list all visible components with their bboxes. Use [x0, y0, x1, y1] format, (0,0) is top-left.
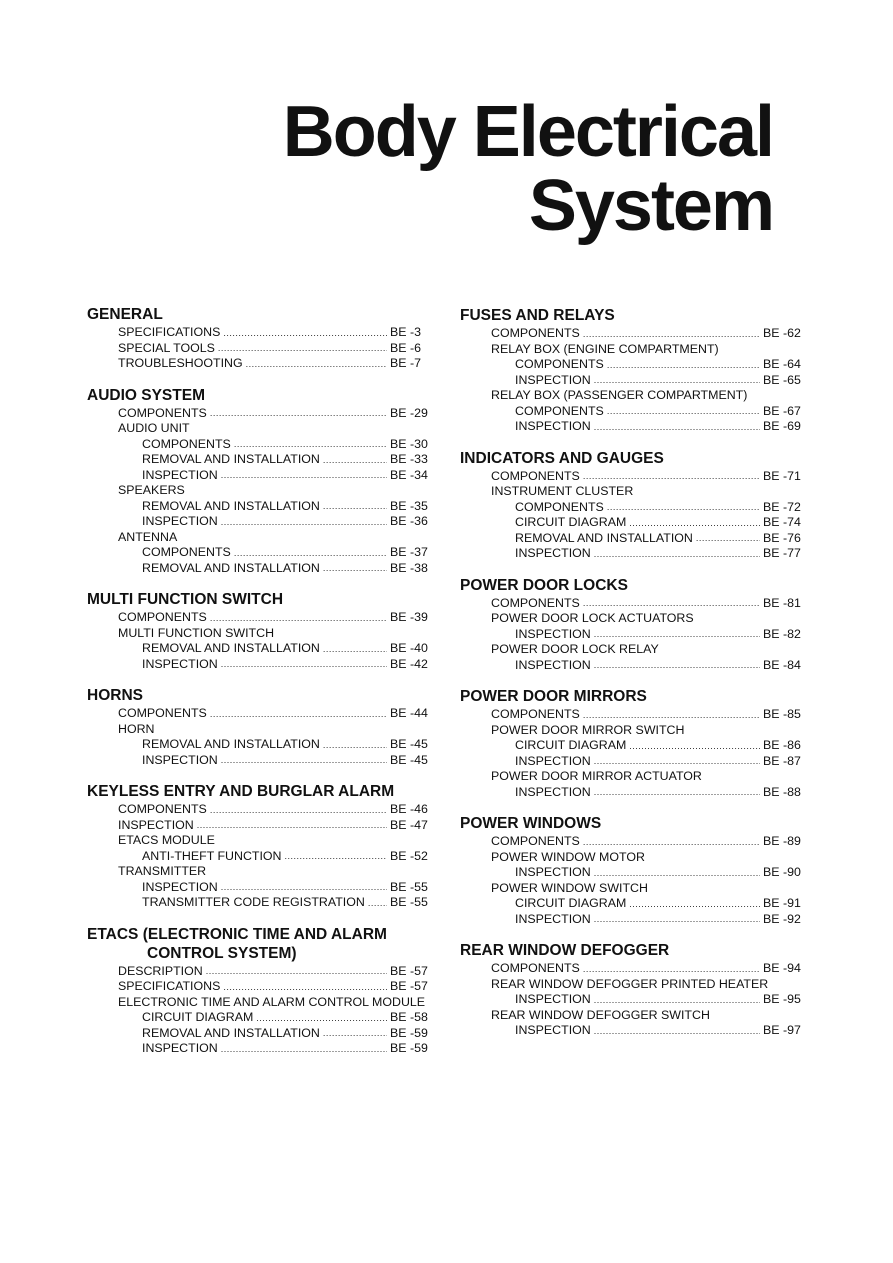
dot-leader: [285, 850, 388, 862]
toc-entry-label: POWER DOOR LOCK RELAY: [491, 642, 659, 656]
toc-entry-label: INSPECTION: [142, 1041, 218, 1055]
toc-entry-label: INSPECTION: [515, 911, 591, 926]
toc-section-power-windows: [460, 814, 805, 927]
dot-leader: [629, 898, 760, 910]
dot-leader: [221, 469, 387, 481]
dot-leader: [210, 407, 387, 419]
toc-entry[interactable]: [87, 356, 432, 372]
toc-section-general: [87, 305, 432, 372]
toc-entry-page: BE -59: [390, 1041, 428, 1055]
toc-entry-page: BE -45: [390, 752, 428, 767]
toc-section-multi-function-switch: [87, 590, 432, 672]
toc-entry[interactable]: [460, 469, 805, 485]
toc-entry-page: BE -62: [763, 326, 801, 340]
toc-entry-page: BE -36: [390, 514, 428, 528]
toc-entry[interactable]: [87, 452, 432, 468]
toc-entry-label: REMOVAL AND INSTALLATION: [142, 641, 320, 655]
toc-entry-page: BE -33: [390, 452, 428, 466]
toc-entry-label: TROUBLESHOOTING: [118, 356, 243, 370]
dot-leader: [607, 405, 760, 417]
toc-entry[interactable]: [87, 657, 432, 673]
toc-entry-label: COMPONENTS: [491, 468, 580, 483]
section-heading-text: HORNS: [87, 687, 143, 704]
toc-entry[interactable]: [460, 515, 805, 531]
toc-entry-label: REAR WINDOW DEFOGGER PRINTED HEATER: [491, 976, 769, 991]
toc-entry-page: BE -52: [390, 848, 428, 863]
toc-entry-page: BE -94: [763, 961, 801, 975]
dot-leader: [210, 612, 387, 624]
toc-entry-label: INSPECTION: [515, 1023, 591, 1037]
section-heading-continuation: CONTROL SYSTEM): [147, 944, 297, 962]
toc-entry[interactable]: [87, 880, 432, 896]
dot-leader: [323, 1027, 387, 1039]
toc-subheading[interactable]: [460, 977, 805, 993]
toc-entry[interactable]: [460, 373, 805, 389]
section-heading[interactable]: [87, 305, 432, 324]
dot-leader: [594, 755, 760, 767]
toc-entry-label: INSPECTION: [515, 419, 591, 433]
toc-entry-label: COMPONENTS: [515, 357, 604, 371]
toc-subheading[interactable]: [460, 723, 805, 739]
dot-leader: [221, 1043, 387, 1055]
toc-entry-label: ANTI-THEFT FUNCTION: [142, 848, 282, 863]
toc-subheading[interactable]: [87, 722, 432, 738]
toc-section-horns: [87, 686, 432, 768]
toc-entry-label: INSPECTION: [515, 753, 591, 768]
section-heading-text: AUDIO SYSTEM: [87, 386, 205, 404]
toc-entry-label: TRANSMITTER CODE REGISTRATION: [142, 895, 365, 909]
toc-entry-label: INSPECTION: [515, 992, 591, 1006]
toc-section-etacs-electronic-time-and-alarm: [87, 925, 432, 1057]
toc-section-power-door-mirrors: [460, 687, 805, 800]
dot-leader: [607, 501, 760, 513]
toc-entry-page: BE -90: [763, 865, 801, 879]
toc-entry[interactable]: [87, 406, 432, 422]
toc-entry[interactable]: [460, 738, 805, 754]
section-heading-text: MULTI FUNCTION SWITCH: [87, 591, 284, 608]
toc-section-keyless-entry-and-burglar-alarm: [87, 782, 432, 911]
toc-entry-page: BE -86: [763, 738, 801, 752]
toc-entry-label: COMPONENTS: [491, 595, 580, 610]
toc-entry-label: ELECTRONIC TIME AND ALARM CONTROL MODULE: [118, 994, 426, 1009]
toc-entry-page: BE -45: [390, 737, 428, 751]
dot-leader: [583, 470, 760, 482]
dot-leader: [234, 547, 387, 559]
toc-entry-label: COMPONENTS: [118, 610, 207, 624]
dot-leader: [594, 867, 760, 879]
toc-entry-label: INSPECTION: [142, 752, 218, 767]
toc-entry-label: ETACS MODULE: [118, 833, 215, 847]
toc-entry-label: POWER WINDOW MOTOR: [491, 849, 645, 864]
toc-entry-label: INSPECTION: [142, 656, 218, 671]
dot-leader: [221, 754, 387, 766]
toc-entry[interactable]: [460, 707, 805, 723]
toc-entry[interactable]: [460, 658, 805, 674]
toc-entry[interactable]: [87, 641, 432, 657]
dot-leader: [210, 708, 387, 720]
toc-entry[interactable]: [460, 1023, 805, 1039]
toc-entry[interactable]: [87, 514, 432, 530]
toc-entry[interactable]: [87, 1026, 432, 1042]
toc-entry-page: BE -39: [390, 610, 428, 624]
toc-entry[interactable]: [87, 979, 432, 995]
section-heading[interactable]: [87, 386, 432, 405]
toc-entry-page: BE -47: [390, 817, 428, 832]
toc-subheading[interactable]: [460, 388, 805, 404]
toc-entry-label: INSPECTION: [515, 546, 591, 560]
toc-entry-label: REMOVAL AND INSTALLATION: [515, 530, 693, 545]
toc-section-power-door-locks: [460, 576, 805, 674]
dot-leader: [323, 562, 387, 574]
dot-leader: [594, 659, 760, 671]
toc-subheading[interactable]: [460, 611, 805, 627]
toc-entry-page: BE -34: [390, 467, 428, 482]
toc-entry-page: BE -6: [390, 340, 421, 355]
toc-entry-label: TRANSMITTER: [118, 864, 207, 878]
toc-entry-label: SPEAKERS: [118, 483, 185, 497]
dot-leader: [323, 454, 387, 466]
dot-leader: [256, 1012, 387, 1024]
toc-entry-page: BE -55: [390, 895, 428, 909]
toc-entry-label: COMPONENTS: [515, 403, 604, 418]
toc-entry-page: BE -76: [763, 530, 801, 545]
toc-subheading[interactable]: [87, 995, 432, 1011]
dot-leader: [594, 421, 760, 433]
section-heading[interactable]: [460, 941, 805, 960]
toc-subheading[interactable]: [87, 421, 432, 437]
toc-entry-label: RELAY BOX (PASSENGER COMPARTMENT): [491, 388, 748, 402]
dot-leader: [583, 597, 760, 609]
toc-left-column: [87, 305, 432, 1071]
toc-entry[interactable]: [460, 419, 805, 435]
toc-entry[interactable]: [87, 325, 432, 341]
toc-entry-label: INSPECTION: [142, 467, 218, 482]
toc-entry-page: BE -91: [763, 896, 801, 910]
toc-entry-page: BE -29: [390, 405, 428, 420]
toc-entry-page: BE -42: [390, 656, 428, 671]
toc-entry-page: BE -38: [390, 560, 428, 575]
toc-entry-page: BE -57: [390, 979, 428, 993]
dot-leader: [197, 819, 387, 831]
dot-leader: [594, 786, 760, 798]
toc-entry-page: BE -59: [390, 1025, 428, 1040]
toc-entry-label: COMPONENTS: [142, 545, 231, 559]
dot-leader: [234, 438, 387, 450]
dot-leader: [583, 709, 760, 721]
toc-entry-label: INSPECTION: [515, 626, 591, 641]
dot-leader: [206, 965, 387, 977]
toc-entry[interactable]: [87, 895, 432, 911]
toc-entry[interactable]: [87, 1041, 432, 1057]
toc-entry-page: BE -77: [763, 546, 801, 560]
section-heading[interactable]: [87, 590, 432, 609]
toc-entry[interactable]: [460, 785, 805, 801]
toc-entry[interactable]: [87, 706, 432, 722]
toc-entry-label: INSPECTION: [515, 865, 591, 879]
toc-entry[interactable]: [87, 737, 432, 753]
toc-entry-page: BE -7: [390, 356, 421, 370]
dot-leader: [594, 1025, 760, 1037]
toc-entry-label: SPECIFICATIONS: [118, 325, 221, 339]
toc-entry-page: BE -40: [390, 641, 428, 655]
section-heading[interactable]: [87, 686, 432, 705]
dot-leader: [607, 359, 760, 371]
toc-entry-label: DESCRIPTION: [118, 963, 203, 978]
toc-entry-label: INSPECTION: [142, 514, 218, 528]
dot-leader: [246, 358, 387, 370]
toc-entry-page: BE -84: [763, 657, 801, 672]
toc-entry[interactable]: [460, 834, 805, 850]
toc-entry[interactable]: [87, 499, 432, 515]
toc-entry-label: COMPONENTS: [491, 326, 580, 340]
section-heading-text: FUSES AND RELAYS: [460, 307, 615, 324]
dot-leader: [583, 836, 760, 848]
toc-subheading[interactable]: [87, 833, 432, 849]
dot-leader: [629, 740, 760, 752]
toc-entry-label: REMOVAL AND INSTALLATION: [142, 498, 320, 513]
toc-section-rear-window-defogger: [460, 941, 805, 1039]
toc-entry[interactable]: [460, 865, 805, 881]
toc-entry[interactable]: [460, 896, 805, 912]
toc-entry[interactable]: [87, 802, 432, 818]
toc-section-indicators-and-gauges: [460, 449, 805, 562]
section-heading[interactable]: [87, 782, 432, 801]
dot-leader: [696, 532, 760, 544]
section-heading[interactable]: [460, 306, 805, 325]
toc-entry-label: INSPECTION: [118, 817, 194, 832]
toc-entry-label: HORN: [118, 721, 155, 736]
toc-entry-page: BE -85: [763, 707, 801, 721]
toc-entry-label: INSPECTION: [515, 784, 591, 799]
section-heading-text: POWER DOOR LOCKS: [460, 576, 628, 594]
page-title-line-2: System: [528, 166, 773, 246]
toc-entry[interactable]: [460, 546, 805, 562]
toc-subheading[interactable]: [460, 342, 805, 358]
toc-entry-label: COMPONENTS: [118, 405, 207, 420]
section-heading-text: INDICATORS AND GAUGES: [460, 449, 664, 467]
toc-entry[interactable]: [460, 627, 805, 643]
toc-subheading[interactable]: [87, 626, 432, 642]
toc-entry-page: BE -64: [763, 357, 801, 371]
toc-entry-label: SPECIFICATIONS: [118, 979, 221, 993]
dot-leader: [594, 913, 760, 925]
toc-entry[interactable]: [87, 849, 432, 865]
dot-leader: [368, 897, 387, 909]
toc-entry-page: BE -37: [390, 545, 428, 559]
toc-entry[interactable]: [460, 404, 805, 420]
section-heading[interactable]: [460, 814, 805, 833]
dot-leader: [594, 548, 760, 560]
toc-entry-page: BE -89: [763, 834, 801, 848]
toc-entry-page: BE -74: [763, 515, 801, 529]
section-heading-text: ETACS (ELECTRONIC TIME AND ALARM: [87, 925, 387, 943]
toc-entry-label: POWER DOOR MIRROR ACTUATOR: [491, 769, 702, 783]
toc-subheading[interactable]: [460, 642, 805, 658]
toc-entry[interactable]: [460, 357, 805, 373]
dot-leader: [594, 628, 760, 640]
dot-leader: [210, 804, 387, 816]
toc-entry-label: INSPECTION: [515, 372, 591, 387]
page-title-line-1: Body Electrical: [282, 92, 773, 172]
toc-entry-page: BE -65: [763, 372, 801, 387]
toc-subheading[interactable]: [460, 850, 805, 866]
dot-leader: [629, 517, 760, 529]
toc-entry-page: BE -88: [763, 784, 801, 799]
toc-entry[interactable]: [460, 326, 805, 342]
toc-entry-page: BE -92: [763, 911, 801, 926]
toc-entry-label: COMPONENTS: [491, 834, 580, 848]
toc-entry-page: BE -67: [763, 403, 801, 418]
toc-entry-label: REMOVAL AND INSTALLATION: [142, 452, 320, 466]
toc-entry-label: ANTENNA: [118, 529, 178, 544]
section-heading[interactable]: [87, 925, 432, 963]
dot-leader: [223, 981, 387, 993]
toc-entry-page: BE -58: [390, 1010, 428, 1024]
toc-entry-label: INSPECTION: [142, 879, 218, 894]
toc-subheading[interactable]: [87, 483, 432, 499]
toc-entry[interactable]: [87, 818, 432, 834]
toc-entry-page: BE -46: [390, 802, 428, 816]
toc-entry-page: BE -57: [390, 963, 428, 978]
toc-entry-label: CIRCUIT DIAGRAM: [142, 1010, 254, 1024]
toc-entry-label: COMPONENTS: [142, 436, 231, 451]
toc-entry-page: BE -69: [763, 419, 801, 433]
toc-entry[interactable]: [460, 596, 805, 612]
toc-entry-label: REMOVAL AND INSTALLATION: [142, 560, 320, 575]
section-heading-text: REAR WINDOW DEFOGGER: [460, 942, 670, 959]
toc-entry-label: INSTRUMENT CLUSTER: [491, 484, 634, 498]
dot-leader: [323, 500, 387, 512]
section-heading[interactable]: [460, 576, 805, 595]
toc-entry-page: BE -44: [390, 706, 428, 720]
toc-entry-label: CIRCUIT DIAGRAM: [515, 738, 627, 752]
toc-entry-label: AUDIO UNIT: [118, 421, 190, 435]
dot-leader: [223, 327, 387, 339]
toc-entry[interactable]: [87, 437, 432, 453]
toc-entry[interactable]: [460, 500, 805, 516]
toc-entry-label: POWER DOOR MIRROR SWITCH: [491, 722, 685, 737]
toc-entry-page: BE -30: [390, 436, 428, 451]
toc-entry[interactable]: [460, 992, 805, 1008]
toc-entry[interactable]: [87, 341, 432, 357]
toc-section-fuses-and-relays: [460, 306, 805, 435]
section-heading[interactable]: [460, 687, 805, 706]
toc-entry[interactable]: [87, 545, 432, 561]
toc-entry-label: COMPONENTS: [118, 802, 207, 816]
toc-entry-page: BE -71: [763, 468, 801, 483]
toc-subheading[interactable]: [460, 484, 805, 500]
toc-entry-page: BE -55: [390, 879, 428, 894]
dot-leader: [583, 328, 760, 340]
section-heading-text: POWER DOOR MIRRORS: [460, 688, 647, 705]
toc-entry-page: BE -81: [763, 595, 801, 610]
toc-entry-label: REAR WINDOW DEFOGGER SWITCH: [491, 1007, 710, 1022]
toc-entry[interactable]: [87, 964, 432, 980]
dot-leader: [221, 516, 387, 528]
toc-entry-page: BE -35: [390, 498, 428, 513]
toc-section-audio-system: [87, 386, 432, 577]
toc-entry-page: BE -95: [763, 992, 801, 1006]
section-heading-text: POWER WINDOWS: [460, 815, 602, 832]
toc-entry[interactable]: [87, 610, 432, 626]
toc-entry-page: BE -97: [763, 1023, 801, 1037]
toc-entry-page: BE -82: [763, 626, 801, 641]
toc-entry-page: BE -87: [763, 753, 801, 768]
toc-entry-label: POWER WINDOW SWITCH: [491, 880, 648, 895]
toc-entry[interactable]: [87, 468, 432, 484]
toc-entry-page: BE -3: [390, 325, 421, 339]
toc-subheading[interactable]: [460, 881, 805, 897]
toc-entry-page: BE -72: [763, 499, 801, 514]
toc-entry[interactable]: [87, 753, 432, 769]
toc-subheading[interactable]: [460, 1008, 805, 1024]
dot-leader: [594, 374, 760, 386]
dot-leader: [583, 963, 760, 975]
toc-entry-label: COMPONENTS: [118, 706, 207, 720]
toc-entry-label: CIRCUIT DIAGRAM: [515, 896, 627, 910]
toc-entry-label: POWER DOOR LOCK ACTUATORS: [491, 611, 694, 625]
toc-entry-label: INSPECTION: [515, 657, 591, 672]
toc-entry[interactable]: [460, 754, 805, 770]
section-heading-text: GENERAL: [87, 306, 163, 323]
toc-entry[interactable]: [460, 531, 805, 547]
toc-right-column: [460, 306, 805, 1053]
dot-leader: [594, 994, 760, 1006]
toc-entry-label: COMPONENTS: [491, 961, 580, 975]
toc-entry-label: CIRCUIT DIAGRAM: [515, 515, 627, 529]
section-heading[interactable]: [460, 449, 805, 468]
toc-entry[interactable]: [87, 1010, 432, 1026]
toc-entry-label: COMPONENTS: [515, 499, 604, 514]
section-heading-text: KEYLESS ENTRY AND BURGLAR ALARM: [87, 783, 395, 800]
toc-entry-label: SPECIAL TOOLS: [118, 340, 215, 355]
dot-leader: [221, 658, 387, 670]
toc-subheading[interactable]: [87, 864, 432, 880]
toc-entry[interactable]: [460, 961, 805, 977]
dot-leader: [323, 739, 387, 751]
toc-entry[interactable]: [87, 561, 432, 577]
toc-entry-label: REMOVAL AND INSTALLATION: [142, 737, 320, 751]
toc-entry-label: RELAY BOX (ENGINE COMPARTMENT): [491, 341, 719, 356]
dot-leader: [221, 881, 387, 893]
toc-entry-label: MULTI FUNCTION SWITCH: [118, 625, 275, 640]
dot-leader: [323, 643, 387, 655]
toc-subheading[interactable]: [460, 769, 805, 785]
toc-entry-label: COMPONENTS: [491, 707, 580, 721]
toc-entry[interactable]: [460, 912, 805, 928]
toc-subheading[interactable]: [87, 530, 432, 546]
toc-entry-label: REMOVAL AND INSTALLATION: [142, 1025, 320, 1040]
dot-leader: [218, 342, 387, 354]
